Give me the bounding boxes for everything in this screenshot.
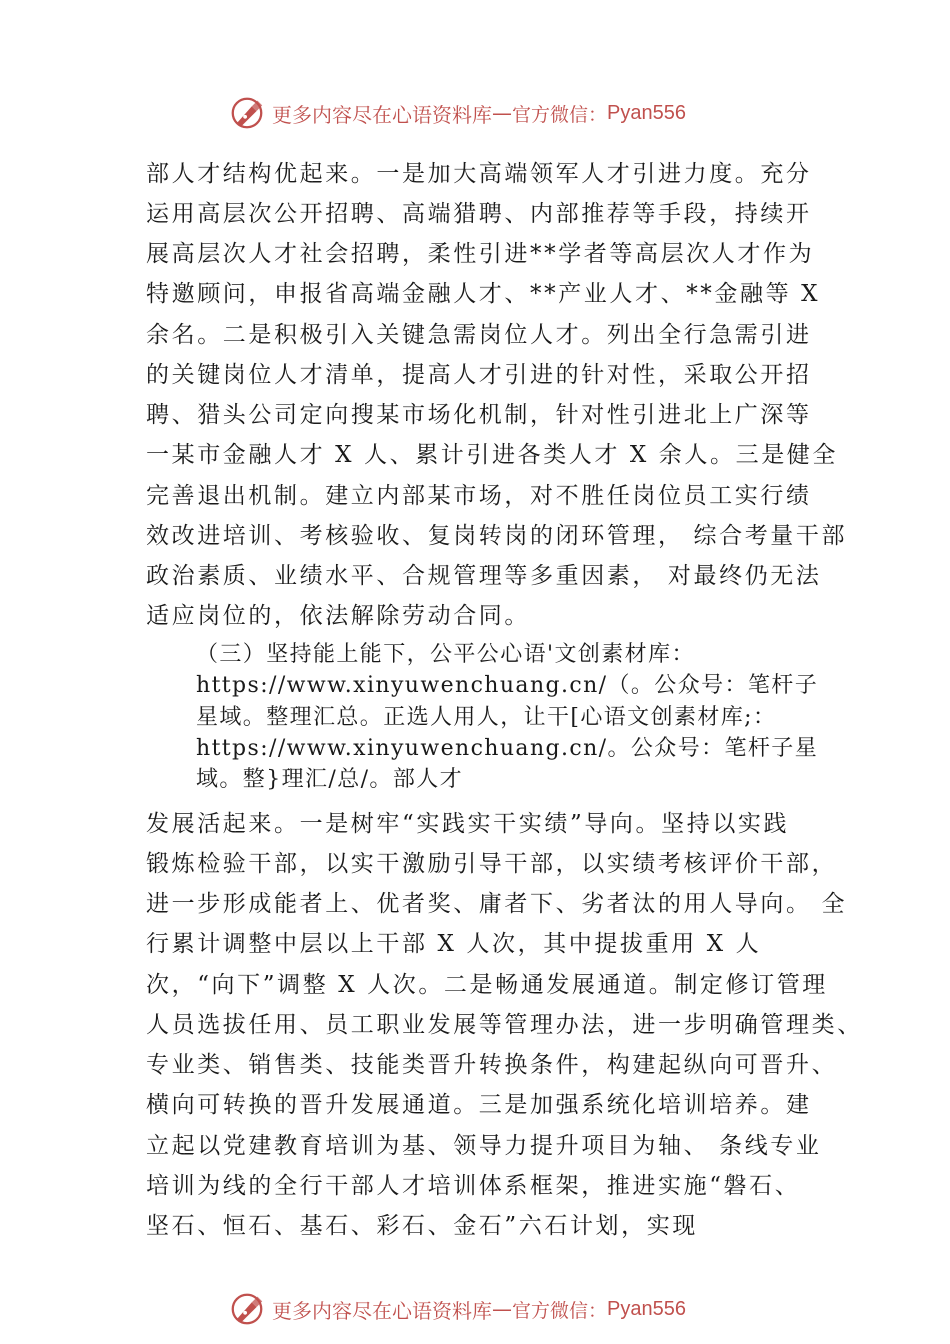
text-line: 进一步形成能者上、优者奖、庸者下、劣者汰的用人导向。 全	[146, 891, 848, 917]
banner-main-text: 更多内容尽在心语资料库	[272, 1298, 492, 1323]
quote-line: https://www.xinyuwenchuang.cn/。公众号：笔杆子星	[196, 736, 819, 761]
banner-main-text: 更多内容尽在心语资料库	[272, 102, 492, 127]
banner-wechat-code: Pyan556	[607, 101, 686, 124]
footer-watermark-banner	[228, 1290, 686, 1328]
text-line: 的关键岗位人才清单，提高人才引进的针对性，采取公开招	[146, 362, 812, 388]
banner-separator: —	[492, 101, 512, 125]
text-line: 余名。二是积极引入关键急需岗位人才。列出全行急需引进	[146, 322, 812, 348]
text-line: 聘、猎头公司定向搜某市场化机制，针对性引进北上广深等	[146, 402, 812, 428]
banner-wechat-code: Pyan556	[607, 1297, 686, 1320]
pen-nib-logo-icon	[228, 94, 266, 132]
text-line: 运用高层次公开招聘、高端猎聘、内部推荐等手段，持续开	[146, 201, 812, 227]
text-line: 培训为线的全行干部人才培训体系框架，推进实施“磐石、	[146, 1173, 801, 1199]
text-line: 锻炼检验干部，以实干激励引导干部，以实绩考核评价干部，	[146, 851, 838, 877]
text-line: 专业类、销售类、技能类晋升转换条件，构建起纵向可晋升、	[146, 1052, 838, 1078]
pen-nib-logo-icon	[228, 1290, 266, 1328]
section-heading-line: （三）坚持能上能下，公平公心语'文创素材库：	[196, 642, 695, 667]
text-line: 政治素质、业绩水平、合规管理等多重因素， 对最终仍无法	[146, 563, 822, 589]
banner-wechat-label: 官方微信：	[512, 1299, 608, 1322]
text-line: 发展活起来。一是树牢“实践实干实绩”导向。坚持以实践	[146, 811, 790, 837]
text-line: 效改进培训、考核验收、复岗转岗的闭环管理， 综合考量干部	[146, 523, 848, 549]
text-line: 适应岗位的，依法解除劳动合同。	[146, 603, 530, 629]
text-line: 横向可转换的晋升发展通道。三是加强系统化培训培养。建	[146, 1092, 812, 1118]
banner-separator: —	[492, 1297, 512, 1321]
quote-line: 域。整}理汇/总/。部人才	[196, 767, 464, 792]
text-line: 完善退出机制。建立内部某市场，对不胜任岗位员工实行绩	[146, 483, 812, 509]
text-line: 特邀顾问，申报省高端金融人才、**产业人才、**金融等 X	[146, 281, 821, 307]
text-line: 一某市金融人才 X 人、累计引进各类人才 X 余人。三是健全	[146, 442, 838, 468]
quote-line: 星域。整理汇总。正选人用人，让干[心语文创素材库;：	[196, 705, 777, 730]
text-line: 行累计调整中层以上干部 X 人次，其中提拔重用 X 人	[146, 931, 762, 957]
banner-wechat-label: 官方微信：	[512, 103, 608, 126]
quote-line: https://www.xinyuwenchuang.cn/（。公众号：笔杆子	[196, 673, 819, 698]
text-line: 人员选拔任用、员工职业发展等管理办法，进一步明确管理类、	[146, 1012, 863, 1038]
header-watermark-banner	[228, 94, 686, 132]
text-line: 立起以党建教育培训为基、领导力提升项目为轴、 条线专业	[146, 1133, 822, 1159]
text-line: 展高层次人才社会招聘，柔性引进**学者等高层次人才作为	[146, 241, 815, 267]
text-line: 坚石、恒石、基石、彩石、金石”六石计划，实现	[146, 1213, 698, 1239]
text-line: 部人才结构优起来。一是加大高端领军人才引进力度。充分	[146, 161, 812, 187]
text-line: 次，“向下”调整 X 人次。二是畅通发展通道。制定修订管理	[146, 972, 828, 998]
